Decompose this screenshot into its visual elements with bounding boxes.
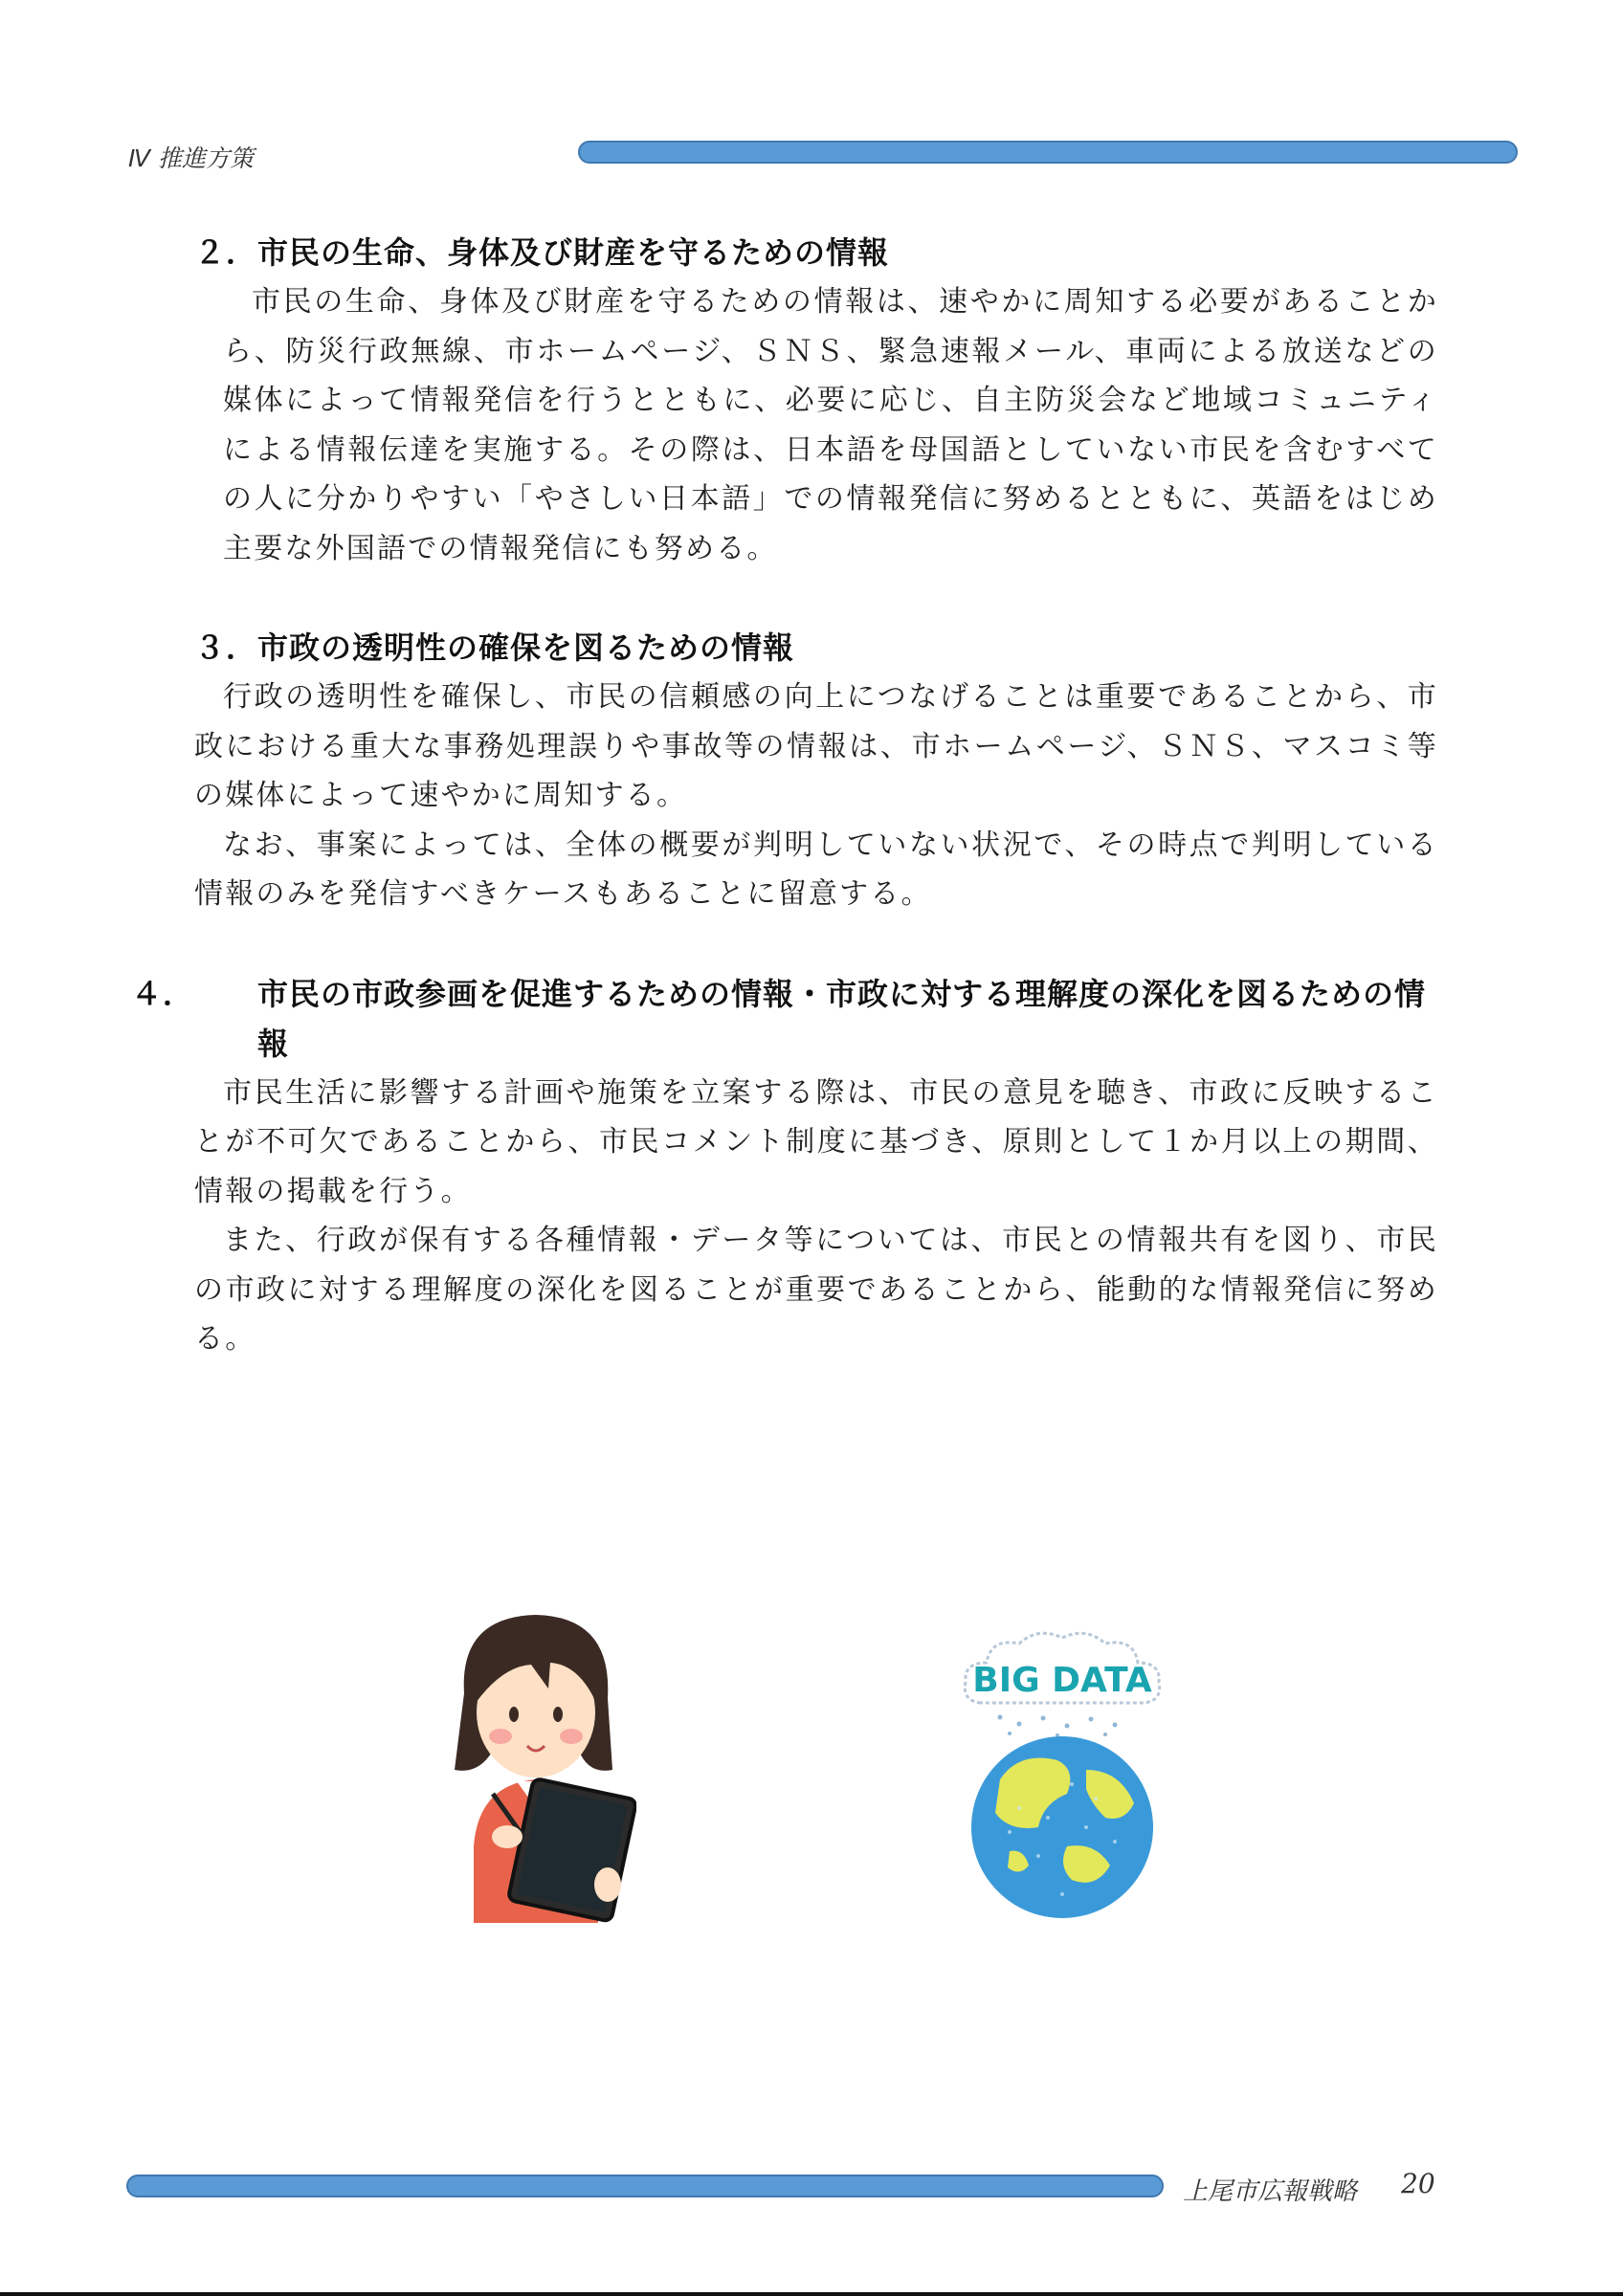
footer-decor-bar (126, 2175, 1164, 2197)
chapter-label: Ⅳ 推進方策 (128, 144, 255, 172)
section-2-title: 市民の生命、身体及び財産を守るための情報 (257, 234, 890, 271)
woman-with-tablet-illustration (435, 1607, 636, 1923)
big-data-globe-illustration (952, 1626, 1172, 1923)
section-4-paragraph-1: 市民生活に影響する計画や施策を立案する際は、市民の意見を聴き、市政に反映することが不可欠であることから、市民コメント制度に基づき、原則として１か月以上の期間、情報の掲載を行う。 (194, 1075, 1438, 1208)
section-3 (194, 623, 1438, 919)
section-4-number: ４． (131, 975, 195, 1012)
section-2-number: ２． (194, 234, 258, 271)
footer-document-title: 上尾市広報戦略 (1183, 2177, 1358, 2206)
main-content (131, 228, 1438, 1364)
section-4 (131, 969, 1438, 1364)
section-3-paragraph-1: 行政の透明性を確保し、市民の信頼感の向上につなげることは重要であることから、市政における重大な事務処理誤りや事故等の情報は、市ホームページ、ＳＮＳ、マスコミ等の媒体によって速やかに周知する。 (194, 680, 1438, 812)
section-4-title: 市民の市政参画を促進するための情報・市政に対する理解度の深化を図るための情報 (257, 975, 1427, 1062)
illustrations (0, 1607, 1623, 1932)
page-number: 20 (1401, 2168, 1435, 2199)
section-2 (194, 228, 1438, 573)
section-2-paragraph-1: 市民の生命、身体及び財産を守るための情報は、速やかに周知する必要があることから、防災行政無線、市ホームページ、ＳＮＳ、緊急速報メール、車両による放送などの媒体によって情報発信を行うとともに、必要に応じ、自主防災会など地域コミュニティによる情報伝達を実施する。その際は、日本語を母国語としていない市民を含むすべての人に分かりやすい「やさしい日本語」での情報発信に努めるとともに、英語をはじめ主要な外国語での情報発信にも努める。 (223, 285, 1438, 565)
section-4-heading (131, 969, 1438, 1069)
section-3-number: ３． (194, 629, 258, 666)
bottom-border (0, 2292, 1623, 2296)
section-4-paragraph-2: また、行政が保有する各種情報・データ等については、市民との情報共有を図り、市民の市政に対する理解度の深化を図ることが重要であることから、能動的な情報発信に努める。 (194, 1224, 1438, 1356)
section-3-heading (194, 623, 1438, 673)
big-data-label: BIG DATA (972, 1661, 1152, 1700)
header-decor-bar (578, 141, 1518, 164)
section-3-paragraph-2: なお、事案によっては、全体の概要が判明していない状況で、その時点で判明している情報のみを発信すべきケースもあることに留意する。 (194, 828, 1438, 911)
section-3-title: 市政の透明性の確保を図るための情報 (257, 629, 795, 666)
section-2-heading (194, 228, 1438, 277)
